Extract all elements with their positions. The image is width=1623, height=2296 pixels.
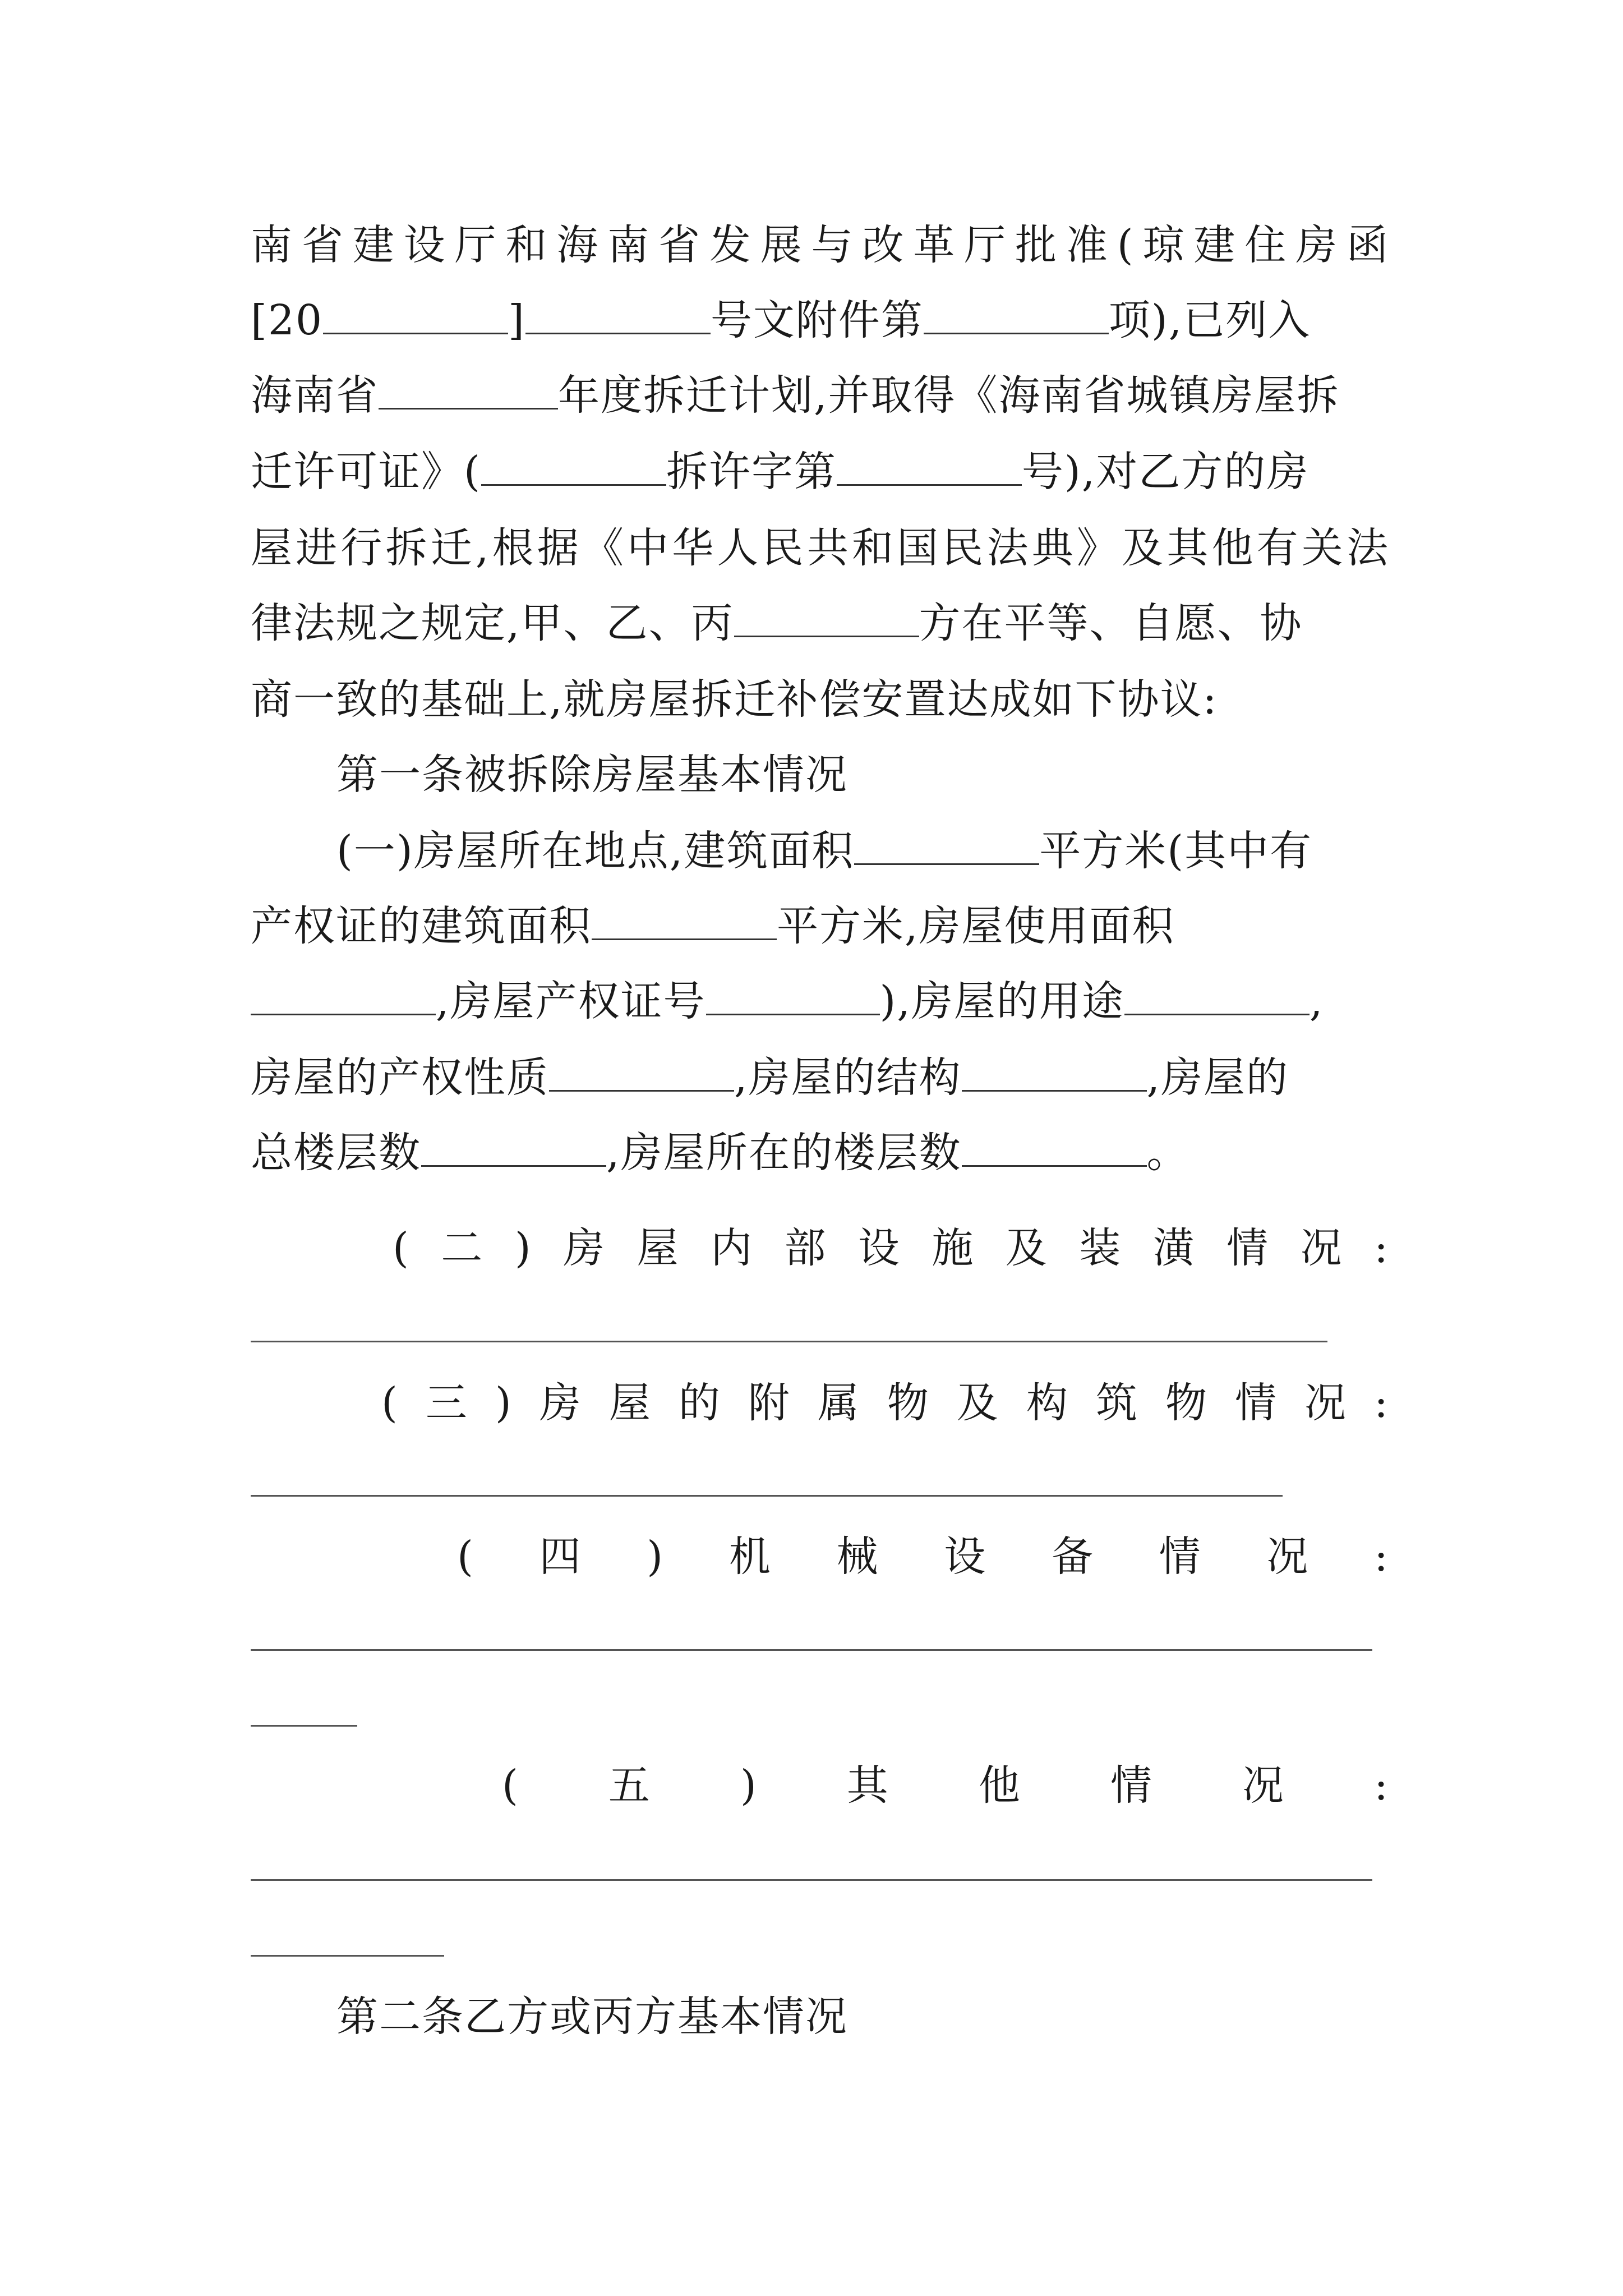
text-segment: 方在平等、自愿、协: [919, 599, 1303, 647]
item-3-heading: [381, 1372, 1389, 1434]
item-1-line-3: [251, 970, 1389, 1032]
item-1-line-5: [251, 1122, 1389, 1184]
text-segment: ,房屋产权证号: [436, 977, 706, 1025]
text-segment: 。: [1146, 1129, 1189, 1177]
fill-in-line[interactable]: [251, 1725, 357, 1727]
paragraph-line-3: [251, 365, 1389, 426]
text-segment: 南省建设厅和海南省发展与改革厅批准(琼建住房函: [251, 221, 1389, 269]
paragraph-line-6: [251, 592, 1389, 654]
blank-field[interactable]: [421, 1128, 606, 1167]
text-segment: 海南省: [251, 371, 379, 420]
text-segment: ]: [508, 296, 525, 344]
text-segment: 年度拆迁计划,并取得《海南省城镇房屋拆: [558, 371, 1340, 420]
blank-field[interactable]: [481, 447, 666, 486]
text-segment: 平方米,房屋使用面积: [777, 902, 1175, 950]
text-segment: ,房屋的: [1146, 1053, 1289, 1102]
article-2-title: [336, 1986, 1389, 2047]
blank-field[interactable]: [962, 1128, 1147, 1167]
blank-field[interactable]: [549, 1053, 734, 1092]
text-segment: ,: [1309, 977, 1324, 1025]
text-segment: (四)机械设备情况:: [457, 1533, 1389, 1581]
text-segment: (三)房屋的附属物及构筑物情况:: [381, 1379, 1389, 1427]
fill-in-line[interactable]: [251, 1495, 1283, 1497]
fill-in-line[interactable]: [251, 1879, 1372, 1881]
heading-text: 第一条被拆除房屋基本情况: [336, 751, 848, 799]
paragraph-line-7: [251, 669, 1389, 730]
text-segment: (五)其他情况:: [502, 1761, 1389, 1810]
text-segment: 项),已列入: [1108, 296, 1311, 344]
text-segment: 号),对乙方的房: [1021, 448, 1310, 496]
text-segment: 迁许可证》(: [251, 448, 481, 496]
blank-field[interactable]: [251, 977, 436, 1015]
blank-field[interactable]: [706, 977, 880, 1015]
text-segment: 屋进行拆迁,根据《中华人民共和国民法典》及其他有关法: [251, 524, 1389, 572]
fill-in-line[interactable]: [251, 1955, 444, 1957]
blank-field[interactable]: [323, 296, 508, 334]
blank-field[interactable]: [854, 826, 1039, 865]
text-segment: (一)房屋所在地点,建筑面积: [336, 827, 855, 875]
blank-field[interactable]: [734, 599, 919, 637]
text-segment: ,房屋所在的楼层数: [606, 1129, 962, 1177]
text-segment: 总楼层数: [251, 1129, 421, 1177]
item-1-line-1: [336, 820, 1389, 882]
text-segment: [20: [251, 296, 324, 344]
heading-text: 第二条乙方或丙方基本情况: [336, 1993, 848, 2041]
paragraph-line-2: [251, 289, 1389, 351]
article-1-title: [336, 744, 1389, 806]
paragraph-line-1: [251, 214, 1389, 276]
text-segment: 拆许字第: [666, 448, 837, 496]
text-segment: ,房屋的结构: [734, 1053, 962, 1102]
blank-field[interactable]: [962, 1053, 1147, 1092]
blank-field[interactable]: [592, 901, 777, 940]
blank-field[interactable]: [525, 296, 711, 334]
text-segment: 房屋的产权性质: [251, 1053, 549, 1102]
fill-in-line[interactable]: [251, 1649, 1372, 1651]
text-segment: (二)房屋内部设施及装潢情况:: [393, 1224, 1389, 1272]
item-4-heading: [457, 1526, 1389, 1588]
text-segment: 产权证的建筑面积: [251, 902, 592, 950]
text-segment: 平方米(其中有: [1039, 827, 1313, 875]
blank-field[interactable]: [924, 296, 1109, 334]
item-2-heading: [393, 1217, 1389, 1279]
blank-field[interactable]: [1124, 977, 1310, 1015]
item-1-line-4: [251, 1047, 1389, 1108]
paragraph-line-4: [251, 441, 1389, 503]
blank-field[interactable]: [379, 371, 558, 409]
text-segment: 商一致的基础上,就房屋拆迁补偿安置达成如下协议:: [251, 675, 1218, 724]
paragraph-line-5: [251, 517, 1389, 579]
text-segment: 号文附件第: [710, 296, 924, 344]
item-1-line-2: [251, 895, 1389, 957]
text-segment: 律法规之规定,甲、乙、丙: [251, 599, 734, 647]
item-5-heading: [502, 1755, 1389, 1816]
text-segment: ),房屋的用途: [879, 977, 1124, 1025]
blank-field[interactable]: [837, 447, 1022, 486]
fill-in-line[interactable]: [251, 1341, 1327, 1342]
